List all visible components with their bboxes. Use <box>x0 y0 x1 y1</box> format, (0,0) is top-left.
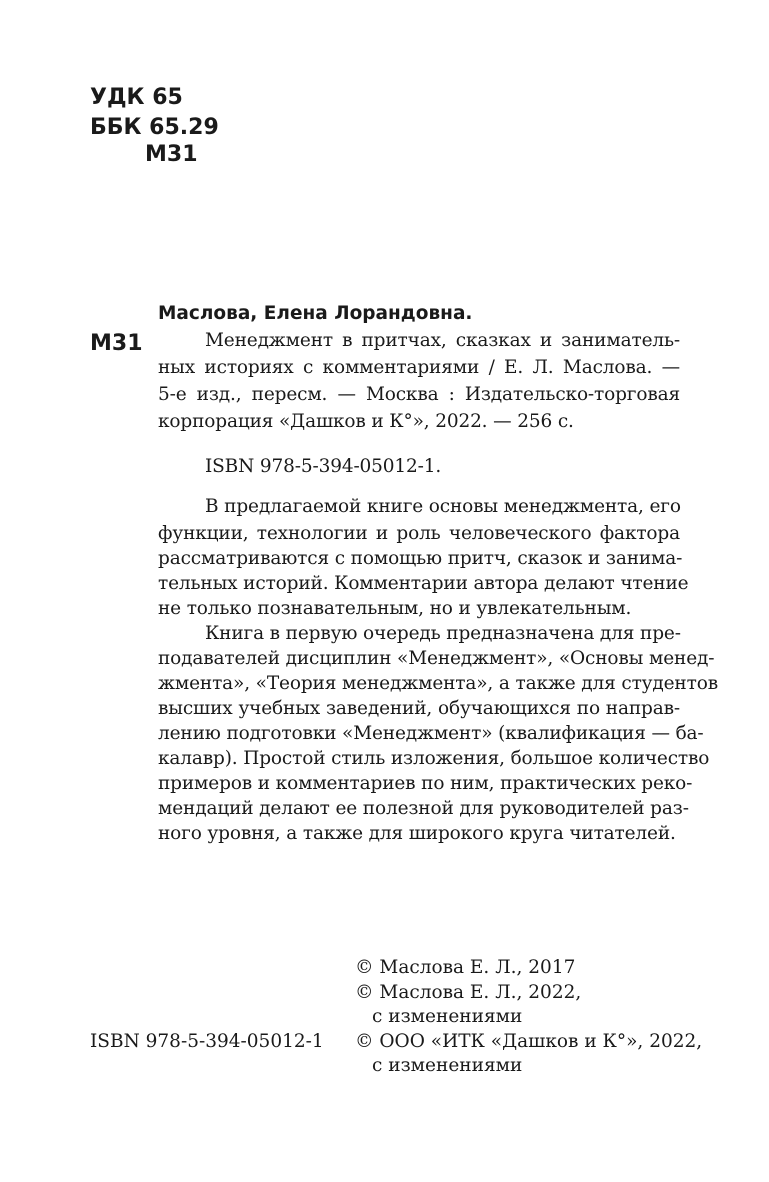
annotation-p2-line-8: мендаций делают ее полезной для руководителей раз- <box>158 798 689 819</box>
title-line-4: корпорация «Дашков и К°», 2022. — 256 с. <box>158 411 574 432</box>
annotation-p2-line-4: высших учебных заведений, обучающихся по направ- <box>158 698 680 719</box>
copyright-line-5: с изменениями <box>372 1055 523 1076</box>
annotation-p1-line-2: функции, технологии и роль человеческого фактора <box>158 523 680 544</box>
annotation-p2-line-7: примеров и комментариев по ним, практических реко- <box>158 773 693 794</box>
copyright-line-4: © ООО «ИТК «Дашков и К°», 2022, <box>355 1031 703 1052</box>
annotation-p2-line-2: подавателей дисциплин «Менеджмент», «Основы менед- <box>158 648 715 669</box>
copyright-line-3: с изменениями <box>372 1006 523 1027</box>
cutter-mark: М31 <box>90 331 143 356</box>
annotation-p2-line-1: Книга в первую очередь предназначена для пре- <box>205 623 681 644</box>
footer-isbn: ISBN 978-5-394-05012-1 <box>90 1031 324 1052</box>
title-line-1: Менеджмент в притчах, сказках и заниматель- <box>205 330 680 351</box>
annotation-p2-line-3: жмента», «Теория менеджмента», а также для студентов <box>158 673 718 694</box>
title-line-3: 5-е изд., пересм. — Москва : Издательско-торговая <box>158 384 680 405</box>
author-name: Маслова, Елена Лорандовна. <box>158 303 473 324</box>
copyright-line-2: © Маслова Е. Л., 2022, <box>355 982 582 1003</box>
annotation-p2-line-9: ного уровня, а также для широкого круга читателей. <box>158 823 676 844</box>
record-isbn: ISBN 978-5-394-05012-1. <box>205 456 442 477</box>
annotation-p1-line-4: тельных историй. Комментарии автора делают чтение <box>158 573 689 594</box>
annotation-p2-line-5: лению подготовки «Менеджмент» (квалификация — ба- <box>158 723 704 744</box>
cutter-index: М31 <box>145 142 198 167</box>
annotation-p1-line-3: рассматриваются с помощью притч, сказок и занима- <box>158 548 683 569</box>
copyright-line-1: © Маслова Е. Л., 2017 <box>355 957 576 978</box>
udk-index: УДК 65 <box>90 85 183 110</box>
annotation-p1-line-1: В предлагаемой книге основы менеджмента, его <box>205 496 681 517</box>
title-line-2: ных историях с комментариями / Е. Л. Маслова. — <box>158 357 680 378</box>
annotation-p1-line-5: не только познавательным, но и увлекательным. <box>158 598 632 619</box>
annotation-p2-line-6: калавр). Простой стиль изложения, большое количество <box>158 748 710 769</box>
bbk-index: ББК 65.29 <box>90 115 219 140</box>
